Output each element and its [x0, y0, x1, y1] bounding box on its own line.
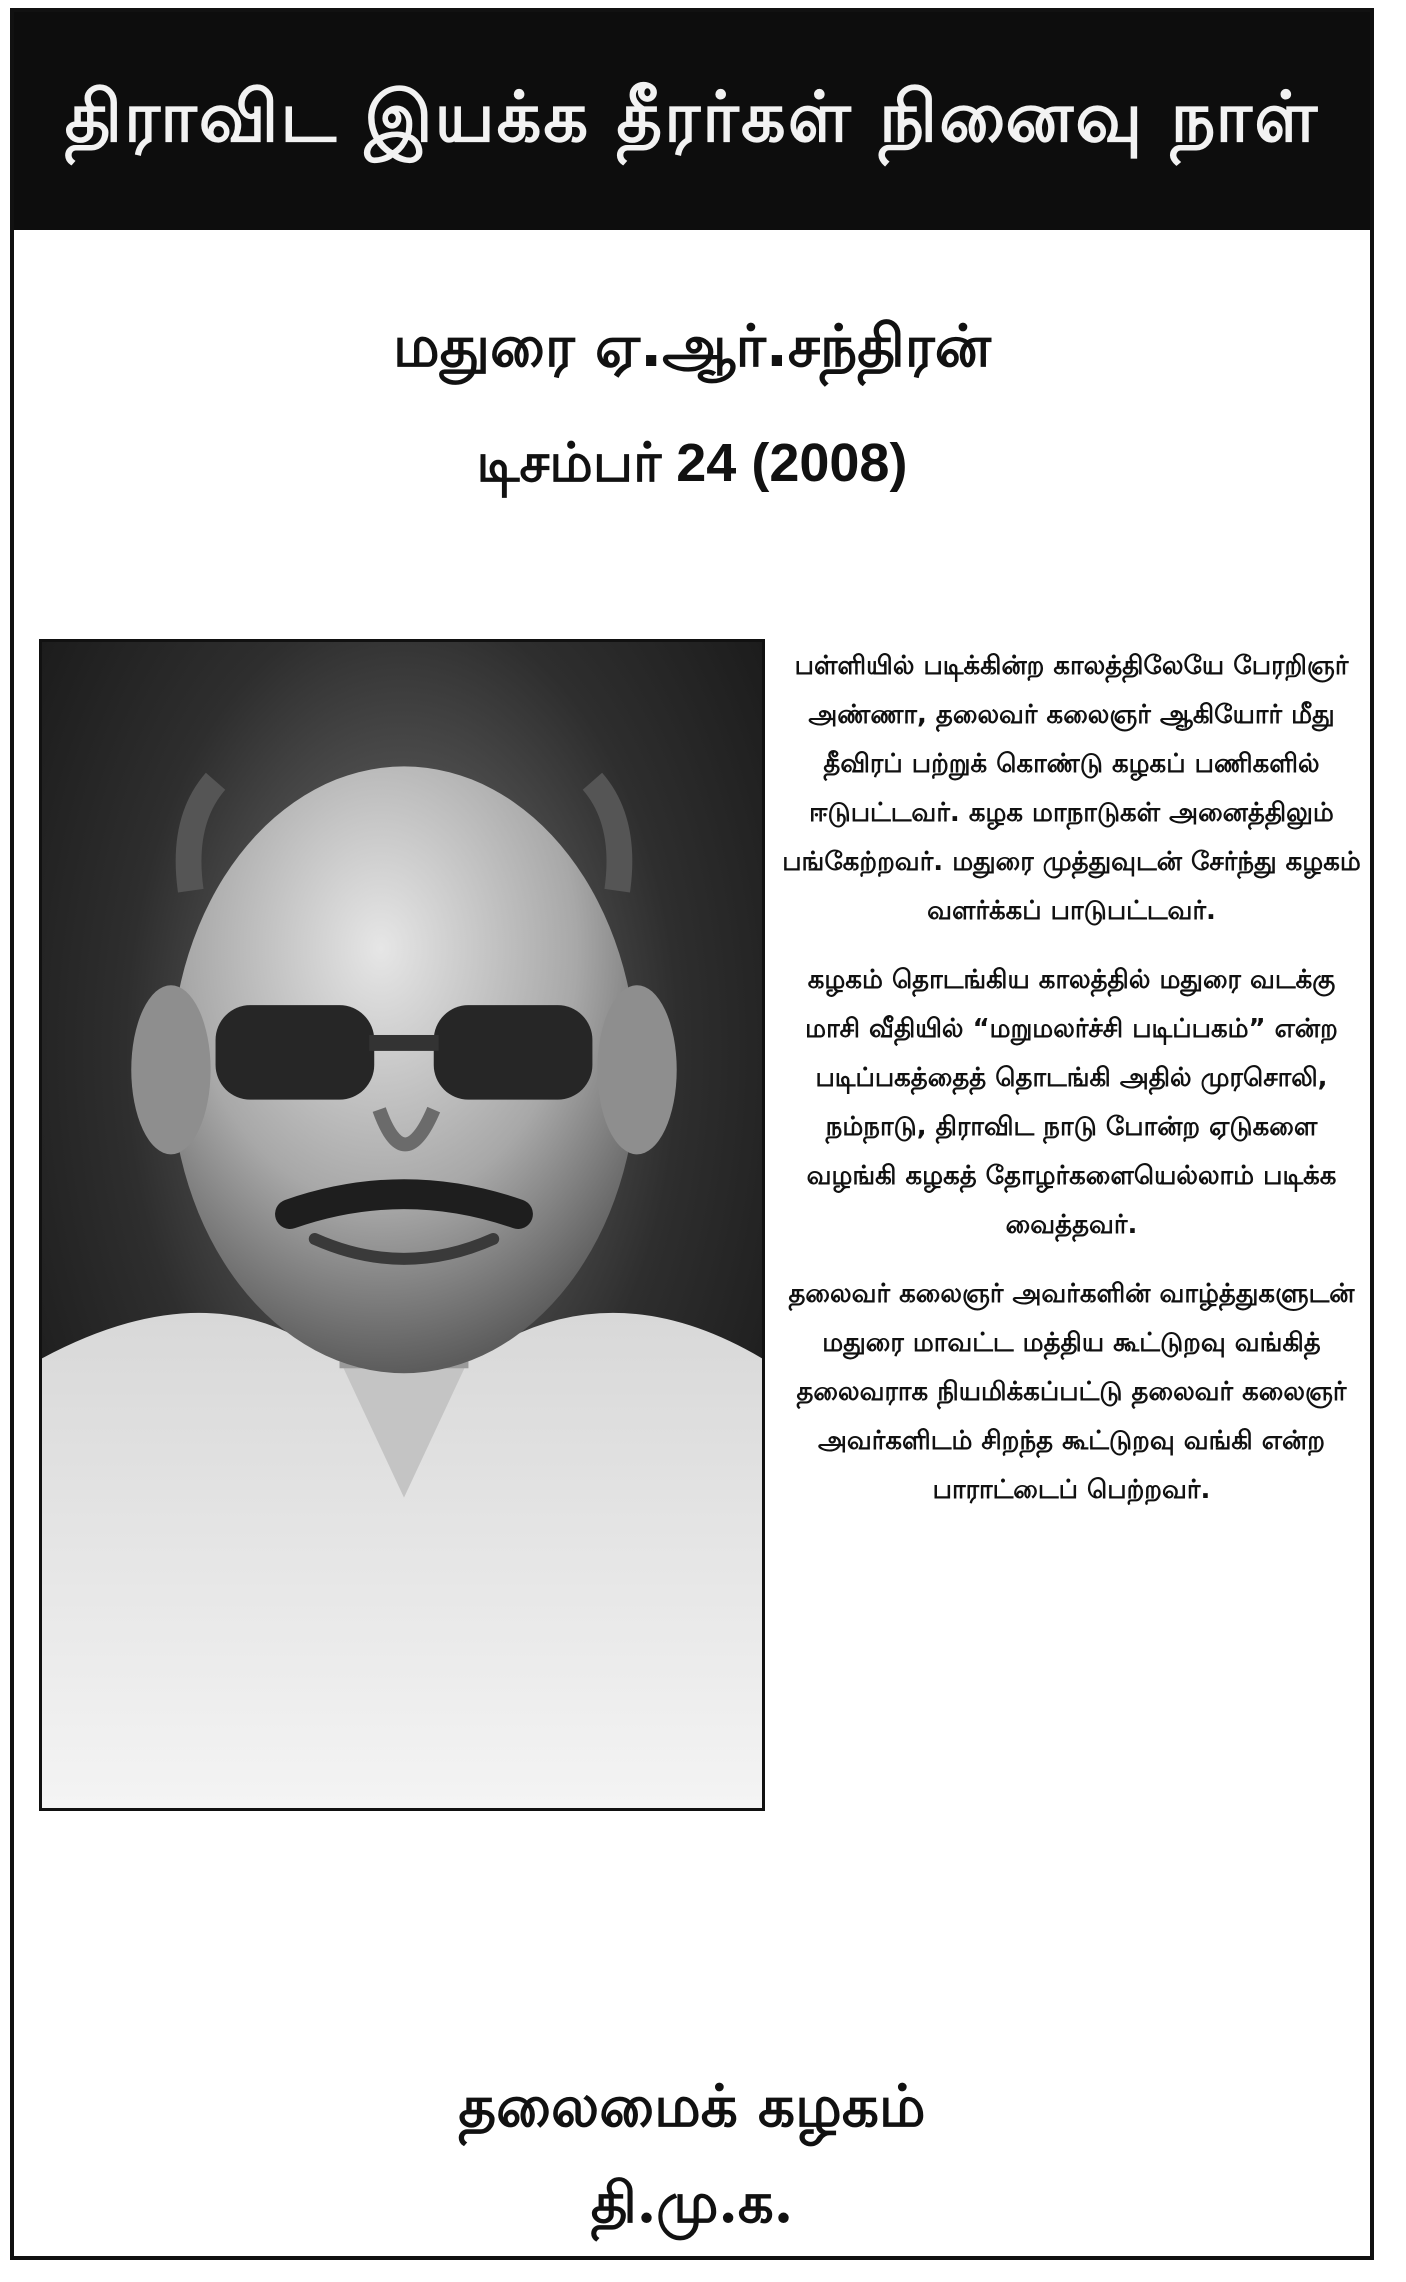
bio-paragraph-2: கழகம் தொடங்கிய காலத்தில் மதுரை வடக்கு மாசி வீதியில் “மறுமலர்ச்சி படிப்பகம்” என்ற படிப்பகத்தைத் தொடங்கி அதில் முரசொலி, நம்நாடு, திராவிட நாடு போன்ற ஏடுகளை வழங்கி கழகத் தோழர்களையெல்லாம் படிக்க வைத்தவர்.	[805, 965, 1338, 1240]
footer-party: தி.மு.க.	[590, 2170, 794, 2236]
notice-frame	[10, 8, 1374, 2260]
memorial-date: டிசம்பர் 24 (2008)	[476, 433, 908, 493]
portrait-photo	[39, 639, 765, 1811]
bio-paragraph-1: பள்ளியில் படிக்கின்ற காலத்திலேயே பேரறிஞர் அண்ணா, தலைவர் கலைஞர் ஆகியோர் மீது தீவிரப் பற்றுக் கொண்டு கழகப் பணிகளில் ஈடுபட்டவர். கழக மாநாடுகள் அனைத்திலும் பங்கேற்றவர். மதுரை முத்துவுடன் சேர்ந்து கழகம் வளர்க்கப் பாடுபட்டவர்.	[782, 651, 1361, 926]
bio-paragraph-3: தலைவர் கலைஞர் அவர்களின் வாழ்த்துகளுடன் மதுரை மாவட்ட மத்திய கூட்டுறவு வங்கித் தலைவராக நியமிக்கப்பட்டு தலைவர் கலைஞர் அவர்களிடம் சிறந்த கூட்டுறவு வங்கி என்ற பாராட்டைப் பெற்றவர்.	[788, 1279, 1355, 1505]
header-banner	[14, 12, 1370, 230]
footer-organization: தலைமைக் கழகம்	[458, 2072, 926, 2140]
page-title: திராவிட இயக்க தீரர்கள் நினைவு நாள்	[64, 75, 1320, 158]
person-name: மதுரை ஏ.ஆர்.சந்திரன்	[393, 312, 991, 380]
portrait-illustration	[42, 642, 762, 1808]
biography	[779, 642, 1364, 1535]
